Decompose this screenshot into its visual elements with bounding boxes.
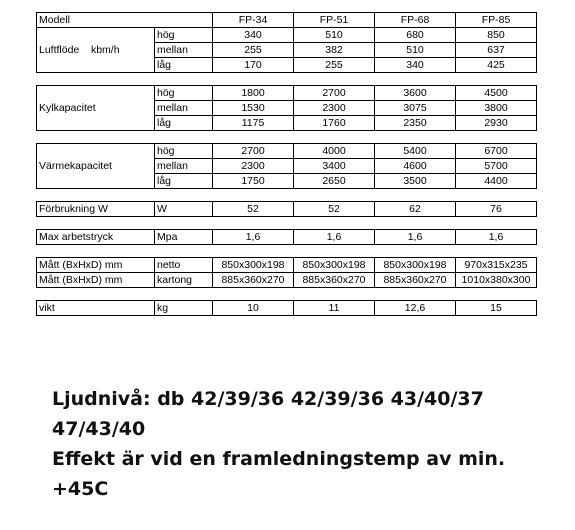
table-cell: 52 [294, 202, 375, 217]
table-cell: 2700 [294, 86, 375, 101]
table-cell: 5400 [375, 144, 456, 159]
table-cell: 1530 [213, 101, 294, 116]
table-cell: 170 [213, 58, 294, 73]
effect-note-text: Effekt är vid en framledningstemp av min. [52, 448, 506, 470]
effect-note-text-continued: +45C [52, 478, 109, 500]
table-cell: 2650 [294, 174, 375, 189]
table-cell: 12,6 [375, 301, 456, 316]
table-cell: 1,6 [294, 230, 375, 245]
table-cell: 885x360x270 [213, 273, 294, 288]
unit-label: kg [155, 301, 213, 316]
sound-level-text: Ljudnivå: db 42/39/36 42/39/36 43/40/37 [52, 388, 484, 410]
table-cell: 4000 [294, 144, 375, 159]
table-cell: 2300 [294, 101, 375, 116]
sound-level-text-continued: 47/43/40 [52, 418, 146, 440]
level-label: hög [155, 28, 213, 43]
table-cell: 885x360x270 [375, 273, 456, 288]
table-cell: 850x300x198 [213, 258, 294, 273]
level-label: hög [155, 86, 213, 101]
weight-row [37, 301, 537, 316]
dimensions-row [37, 273, 537, 288]
table-cell: 15 [456, 301, 537, 316]
table-cell: 1750 [213, 174, 294, 189]
table-cell: 510 [375, 43, 456, 58]
model-name: FP-34 [213, 13, 294, 28]
table-cell: 2700 [213, 144, 294, 159]
table-cell: 10 [213, 301, 294, 316]
table-cell: 970x315x235 [456, 258, 537, 273]
cooling-row [37, 86, 537, 101]
table-cell: 340 [375, 58, 456, 73]
level-label: mellan [155, 101, 213, 116]
level-label: mellan [155, 159, 213, 174]
level-label: låg [155, 116, 213, 131]
weight-label: vikt [37, 301, 155, 316]
table-cell: 4600 [375, 159, 456, 174]
table-cell: 3600 [375, 86, 456, 101]
table-cell: 425 [456, 58, 537, 73]
table-cell: 510 [294, 28, 375, 43]
table-cell: 1,6 [213, 230, 294, 245]
table-cell: 1800 [213, 86, 294, 101]
table-cell: 11 [294, 301, 375, 316]
dimensions-row [37, 258, 537, 273]
level-label: låg [155, 174, 213, 189]
heating-label: Värmekapacitet [37, 144, 155, 189]
table-cell: 637 [456, 43, 537, 58]
dimensions-label: Mått (BxHxD) mm [37, 273, 155, 288]
heating-row [37, 144, 537, 159]
model-name: FP-68 [375, 13, 456, 28]
model-name: FP-85 [456, 13, 537, 28]
airflow-label: Luftflöde kbm/h [37, 28, 155, 73]
table-cell: 885x360x270 [294, 273, 375, 288]
table-cell: 1175 [213, 116, 294, 131]
airflow-row [37, 28, 537, 43]
level-label: låg [155, 58, 213, 73]
table-cell: 4400 [456, 174, 537, 189]
pressure-label: Max arbetstryck [37, 230, 155, 245]
consumption-row [37, 202, 537, 217]
table-cell: 850x300x198 [294, 258, 375, 273]
consumption-label: Förbrukning W [37, 202, 155, 217]
table-cell: 2300 [213, 159, 294, 174]
table-cell: 76 [456, 202, 537, 217]
unit-label: kartong [155, 273, 213, 288]
table-cell: 255 [213, 43, 294, 58]
unit-label: W [155, 202, 213, 217]
table-cell: 5700 [456, 159, 537, 174]
table-cell: 1010x380x300 [456, 273, 537, 288]
table-cell: 52 [213, 202, 294, 217]
unit-label: Mpa [155, 230, 213, 245]
spec-table [36, 12, 537, 316]
model-header-row [37, 13, 537, 28]
table-cell: 850 [456, 28, 537, 43]
table-cell: 6700 [456, 144, 537, 159]
table-cell: 2350 [375, 116, 456, 131]
table-cell: 340 [213, 28, 294, 43]
table-cell: 3500 [375, 174, 456, 189]
pressure-row [37, 230, 537, 245]
table-cell: 680 [375, 28, 456, 43]
model-name: FP-51 [294, 13, 375, 28]
level-label: mellan [155, 43, 213, 58]
table-cell: 255 [294, 58, 375, 73]
table-cell: 1,6 [456, 230, 537, 245]
spec-sheet [36, 12, 536, 316]
table-cell: 850x300x198 [375, 258, 456, 273]
footer-notes [52, 384, 552, 504]
unit-label: netto [155, 258, 213, 273]
table-cell: 3075 [375, 101, 456, 116]
table-cell: 3800 [456, 101, 537, 116]
table-cell: 1760 [294, 116, 375, 131]
cooling-label: Kylkapacitet [37, 86, 155, 131]
model-header-label: Modell [37, 13, 213, 28]
table-cell: 62 [375, 202, 456, 217]
table-cell: 382 [294, 43, 375, 58]
table-cell: 1,6 [375, 230, 456, 245]
dimensions-label: Mått (BxHxD) mm [37, 258, 155, 273]
table-cell: 4500 [456, 86, 537, 101]
table-cell: 3400 [294, 159, 375, 174]
level-label: hög [155, 144, 213, 159]
table-cell: 2930 [456, 116, 537, 131]
